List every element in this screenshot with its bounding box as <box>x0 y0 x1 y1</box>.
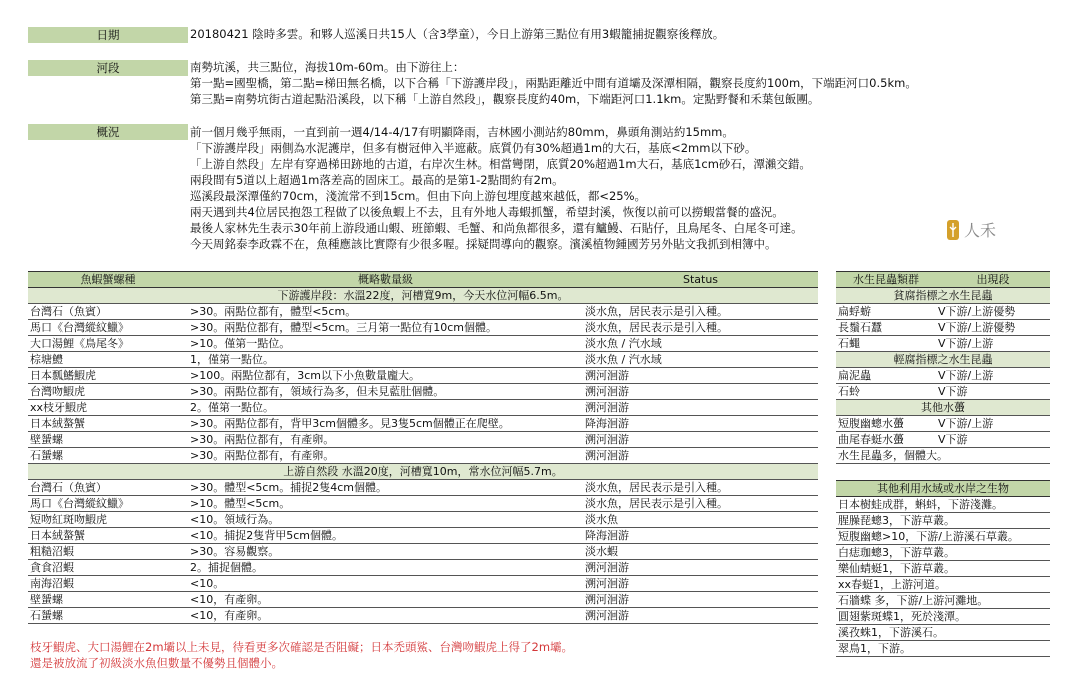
insect-name: 石蛉 <box>836 384 936 400</box>
species-name: 石蜑螺 <box>28 448 188 464</box>
species-name: 貪食沼蝦 <box>28 560 188 576</box>
table-row <box>28 304 818 320</box>
other-organism: 圓翅紫斑蝶1，死於淺潭。 <box>836 609 1050 625</box>
abundance-note: >30。兩點位都有，有產卵。 <box>188 432 583 448</box>
insect-name: 扁蜉蝣 <box>836 304 936 320</box>
status-cell: 降海洄游 <box>583 416 818 432</box>
species-table-header <box>28 272 818 288</box>
column-header: 魚蝦蟹螺種 <box>28 272 188 288</box>
status-cell: 溯河洄游 <box>583 432 818 448</box>
abundance-note: <10。 <box>188 576 583 592</box>
abundance-note: >30。兩點位都有，背甲3cm個體多。見3隻5cm個體正在爬壁。 <box>188 416 583 432</box>
table-row <box>28 384 818 400</box>
table-row <box>28 400 818 416</box>
other-organism: 腥臊琵蟌3，下游草叢。 <box>836 513 1050 529</box>
species-name: 壁蜑螺 <box>28 592 188 608</box>
status-cell: 淡水魚 / 汽水域 <box>583 336 818 352</box>
status-cell: 淡水蝦 <box>583 544 818 560</box>
river-line-1: 南勢坑溪，共三點位，海拔10m-60m。由下游往上： <box>190 60 465 74</box>
insect-row <box>836 336 1050 352</box>
insect-footer: 水生昆蟲多，個體大。 <box>836 448 1050 464</box>
insect-group-row <box>836 352 1050 368</box>
table-row <box>28 544 818 560</box>
overview-line-3: 「上游自然段」左岸有穿過梯田跡地的古道，右岸次生林。相當彎閉，底質20%超過1m大石，基底1cm砂石，潭瀨交錯。 <box>190 157 811 171</box>
species-name: 壁蜑螺 <box>28 432 188 448</box>
date-label: 日期 <box>28 27 188 43</box>
species-name: 短吻紅斑吻鰕虎 <box>28 512 188 528</box>
insect-group-row <box>836 288 1050 304</box>
column-header: 概略數量級 <box>188 272 583 288</box>
insect-presence: V下游 <box>936 384 1050 400</box>
insect-row <box>836 432 1050 448</box>
abundance-note: >30。容易觀察。 <box>188 544 583 560</box>
river-label: 河段 <box>28 60 188 76</box>
section-title: 下游護岸段：水溫22度，河槽寬9m，今天水位河幅6.5m。 <box>28 288 818 304</box>
logo-text: 人禾 <box>964 221 997 240</box>
status-cell: 溯河洄游 <box>583 592 818 608</box>
table-row <box>28 368 818 384</box>
species-name: 南海沼蝦 <box>28 576 188 592</box>
status-cell: 淡水魚，居民表示是引入種。 <box>583 480 818 496</box>
river-line-3: 第三點=南勢坑街古道起點沿溪段，以下稱「上游自然段」，觀察長度約40m，下端距河口1.1km。定點野餐和禾葉包飯團。 <box>190 92 820 106</box>
abundance-note: >100。兩點位都有，3cm以下小魚數量龐大。 <box>188 368 583 384</box>
overview-line-5: 巡溪段最深潭僅約70cm，淺流常不到15cm。但由下向上游包埋度越來越低，都<25%。 <box>190 189 647 203</box>
species-name: 石蜑螺 <box>28 608 188 624</box>
species-name: 日本絨螯蟹 <box>28 416 188 432</box>
species-name: 馬口《台灣縱紋鱲》 <box>28 496 188 512</box>
status-cell: 淡水魚，居民表示是引入種。 <box>583 304 818 320</box>
abundance-note: >30。體型<5cm。捕捉2隻4cm個體。 <box>188 480 583 496</box>
abundance-note: 2。捕捉個體。 <box>188 560 583 576</box>
species-name: 粗糙沼蝦 <box>28 544 188 560</box>
other-organism: 樂仙蜻蜓1，下游草叢。 <box>836 561 1050 577</box>
table-row <box>28 336 818 352</box>
section-title: 上游自然段 水溫20度，河槽寬10m，常水位河幅5.7m。 <box>28 464 818 480</box>
section-title-row <box>28 464 818 480</box>
abundance-note: <10。領域行為。 <box>188 512 583 528</box>
table-row <box>28 496 818 512</box>
abundance-note: >30。兩點位都有，領域行為多，但未見藍肚個體。 <box>188 384 583 400</box>
other-organisms-table <box>836 480 1050 657</box>
table-row <box>28 320 818 336</box>
status-cell: 溯河洄游 <box>583 400 818 416</box>
abundance-note: <10，有產卵。 <box>188 608 583 624</box>
column-header: Status <box>583 272 818 288</box>
insect-row <box>836 416 1050 432</box>
species-name: xx枝牙鰕虎 <box>28 400 188 416</box>
insect-name: 長鬚石蠶 <box>836 320 936 336</box>
abundance-note: 2。僅第一點位。 <box>188 400 583 416</box>
other-organism-row <box>836 641 1050 657</box>
insect-row <box>836 320 1050 336</box>
table-row <box>28 608 818 624</box>
other-organism: 溪孜蛛1，下游溪石。 <box>836 625 1050 641</box>
species-name: 台灣石（魚賓） <box>28 304 188 320</box>
note-line-1: 枝牙鰕虎、大口湯鯉在2m壩以上未見，待看更多次確認是否阻礙；日本禿頭鯊、台灣吻鰕虎上得了2m壩。 <box>30 640 574 654</box>
overview-line-6: 兩天遇到共4位居民抱怨工程做了以後魚蝦上不去，且有外地人毒蝦抓蟹，希望封溪，恢復以前可以撈蝦當餐的盛況。 <box>190 205 784 219</box>
species-name: 馬口《台灣縱紋鱲》 <box>28 320 188 336</box>
other-organism-row <box>836 625 1050 641</box>
insect-name: 石蠅 <box>836 336 936 352</box>
overview-line-4: 兩段間有5道以上超過1m落差高的固床工。最高的是第1-2點間約有2m。 <box>190 173 564 187</box>
insect-table-header <box>836 272 1050 288</box>
abundance-note: 1，僅第一點位。 <box>188 352 583 368</box>
abundance-note: <10，有產卵。 <box>188 592 583 608</box>
section-title-row <box>28 288 818 304</box>
other-organism-row <box>836 513 1050 529</box>
other-organism: 日本樹蛙成群，蝌蚪，下游淺灘。 <box>836 497 1050 513</box>
other-organism-row <box>836 577 1050 593</box>
table-row <box>28 432 818 448</box>
overview-line-2: 「下游護岸段」兩側為水泥護岸，但多有樹冠伸入半遮蔽。底質仍有30%超過1m的大石，基底<2mm以下砂。 <box>190 141 757 155</box>
abundance-note: <10。捕捉2隻背甲5cm個體。 <box>188 528 583 544</box>
other-organism-row <box>836 609 1050 625</box>
abundance-note: >10。體型<5cm。 <box>188 496 583 512</box>
brand-logo <box>946 219 1026 241</box>
status-cell: 溯河洄游 <box>583 384 818 400</box>
other-table-header <box>836 481 1050 497</box>
overview-line-8: 今天周銘泰李政霖不在，魚種應該比實際有少很多喔。採疑問導向的觀察。濱溪植物鍾國芳另外貼文我抓到相簿中。 <box>190 237 777 251</box>
table-row <box>28 352 818 368</box>
other-organism: 短腹幽蟌>10，下游/上游溪石草叢。 <box>836 529 1050 545</box>
other-organism: 白痣珈蟌3，下游草叢。 <box>836 545 1050 561</box>
other-organism: xx春蜓1，上游河道。 <box>836 577 1050 593</box>
insect-row <box>836 368 1050 384</box>
other-organism-row <box>836 529 1050 545</box>
table-row <box>28 416 818 432</box>
insect-presence: V下游/上游 <box>936 416 1050 432</box>
date-text: 20180421 陰時多雲。和夥人巡溪日共15人（含3學童），今日上游第三點位有用3蝦籠捕捉觀察後釋放。 <box>190 27 725 41</box>
overview-label: 概況 <box>28 124 188 140</box>
abundance-note: >30。兩點位都有，體型<5cm。 <box>188 304 583 320</box>
status-cell: 溯河洄游 <box>583 368 818 384</box>
status-cell: 溯河洄游 <box>583 608 818 624</box>
insect-name: 扁泥蟲 <box>836 368 936 384</box>
species-name: 大口湯鯉《鳥尾冬》 <box>28 336 188 352</box>
note-line-2: 還是被放流了初級淡水魚但數量不優勢且個體小。 <box>30 656 283 670</box>
insect-presence: V下游 <box>936 432 1050 448</box>
column-header: 水生昆蟲類群 <box>836 272 936 288</box>
column-header: 出現段 <box>936 272 1050 288</box>
status-cell: 淡水魚，居民表示是引入種。 <box>583 496 818 512</box>
insect-row <box>836 304 1050 320</box>
other-organism: 翠鳥1，下游。 <box>836 641 1050 657</box>
table-row <box>28 448 818 464</box>
abundance-note: >30。兩點位都有，體型<5cm。三月第一點位有10cm個體。 <box>188 320 583 336</box>
insect-group-title: 貧腐指標之水生昆蟲 <box>836 288 1050 304</box>
species-name: 台灣石（魚賓） <box>28 480 188 496</box>
species-name: 日本瓢鰭鰕虎 <box>28 368 188 384</box>
table-row <box>28 560 818 576</box>
status-cell: 溯河洄游 <box>583 576 818 592</box>
insect-name: 短腹幽蟌水蠆 <box>836 416 936 432</box>
insect-table <box>836 271 1050 464</box>
river-line-2: 第一點=國聖橋，第二點=梯田無名橋，以下合稱「下游護岸段」，兩點距離近中間有道壩及深潭相隔，觀察長度約100m，下端距河口0.5km。 <box>190 76 917 90</box>
insect-group-title: 輕腐指標之水生昆蟲 <box>836 352 1050 368</box>
species-name: 台灣吻鰕虎 <box>28 384 188 400</box>
overview-line-7: 最後人家林先生表示30年前上游段通山蝦、班節蝦、毛蟹、和尚魚都很多，還有鱸鰻、石貼仔，且鳥尾冬、白尾冬可達。 <box>190 221 803 235</box>
logo-icon <box>946 219 1026 241</box>
overview-line-1: 前一個月幾乎無雨，一直到前一週4/14-4/17有明顯降雨，吉林國小測站約80mm，鼻頭角測站約15mm。 <box>190 125 734 139</box>
insect-group-title: 其他水蠆 <box>836 400 1050 416</box>
species-name: 棕塘鱧 <box>28 352 188 368</box>
table-row <box>28 480 818 496</box>
species-name: 日本絨螯蟹 <box>28 528 188 544</box>
status-cell: 淡水魚，居民表示是引入種。 <box>583 320 818 336</box>
table-row <box>28 592 818 608</box>
table-row <box>28 512 818 528</box>
insect-presence: V下游/上游優勢 <box>936 304 1050 320</box>
insect-presence: V下游/上游 <box>936 368 1050 384</box>
other-organism: 石牆蝶 多，下游/上游河灘地。 <box>836 593 1050 609</box>
abundance-note: >10。僅第一點位。 <box>188 336 583 352</box>
other-organism-row <box>836 545 1050 561</box>
status-cell: 溯河洄游 <box>583 448 818 464</box>
insect-name: 曲尾春蜓水蠆 <box>836 432 936 448</box>
species-table <box>28 271 818 624</box>
status-cell: 降海洄游 <box>583 528 818 544</box>
insect-presence: V下游/上游優勢 <box>936 320 1050 336</box>
table-row <box>28 576 818 592</box>
insect-group-row <box>836 400 1050 416</box>
insect-footer-row <box>836 448 1050 464</box>
status-cell: 溯河洄游 <box>583 560 818 576</box>
other-table-title: 其他利用水域或水岸之生物 <box>836 481 1050 497</box>
status-cell: 淡水魚 <box>583 512 818 528</box>
insect-row <box>836 384 1050 400</box>
status-cell: 淡水魚 / 汽水域 <box>583 352 818 368</box>
insect-presence: V下游/上游 <box>936 336 1050 352</box>
table-row <box>28 528 818 544</box>
abundance-note: >30。兩點位都有，有產卵。 <box>188 448 583 464</box>
other-organism-row <box>836 561 1050 577</box>
other-organism-row <box>836 497 1050 513</box>
other-organism-row <box>836 593 1050 609</box>
